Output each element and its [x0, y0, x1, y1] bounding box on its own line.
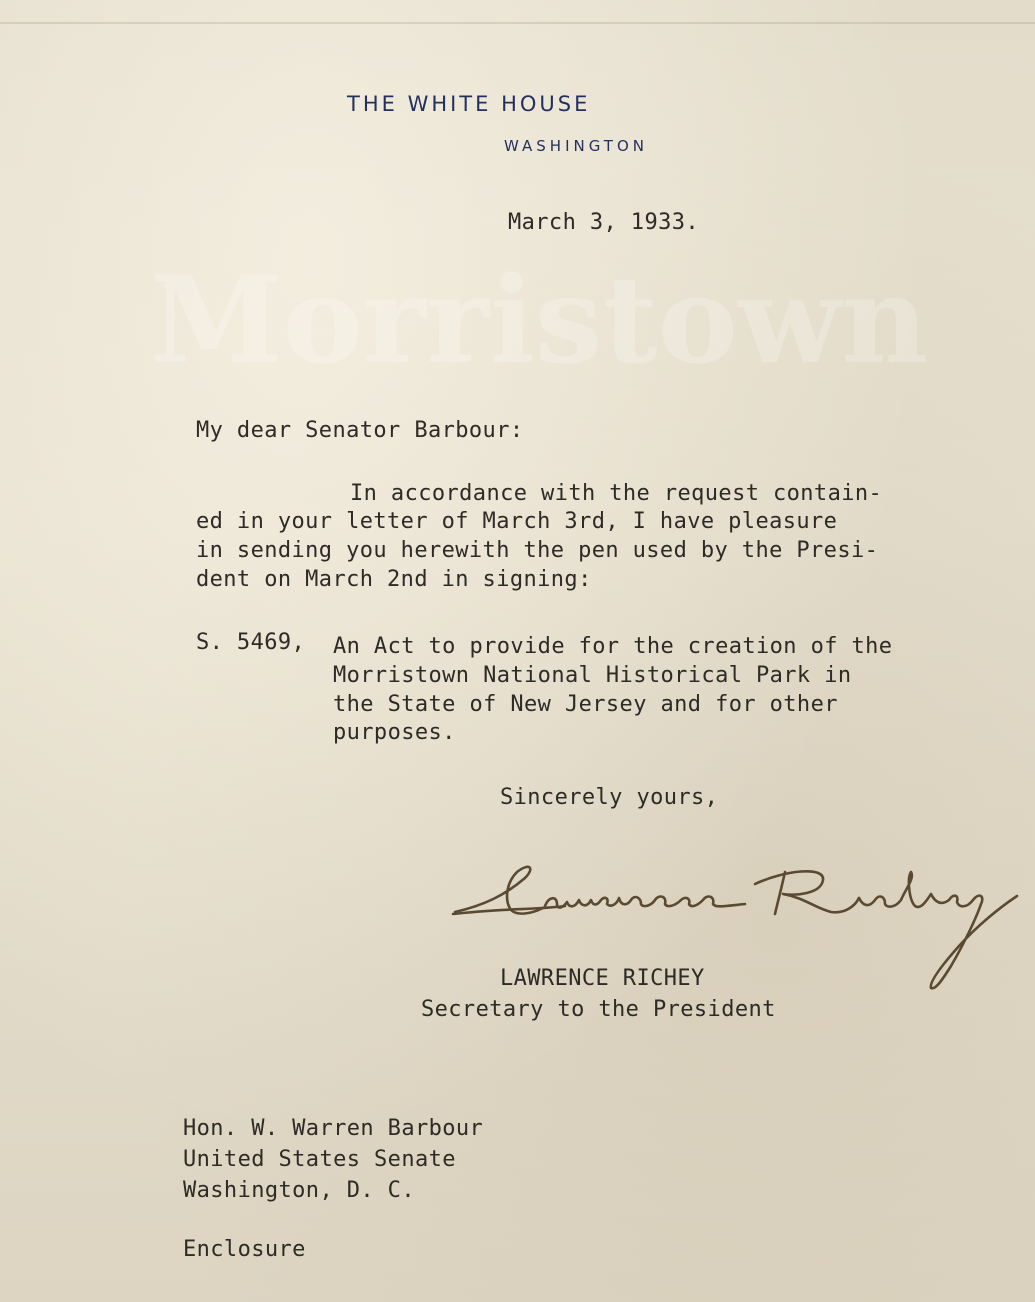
body-line: in sending you herewith the pen used by the Presi-: [196, 538, 879, 563]
recipient-line: Hon. W. Warren Barbour: [183, 1116, 484, 1141]
bill-line: the State of New Jersey and for other: [333, 692, 838, 717]
bill-number: S. 5469,: [196, 630, 306, 655]
recipient-line: Washington, D. C.: [183, 1178, 415, 1203]
letter-date: March 3, 1933.: [508, 210, 700, 235]
letterhead-title: THE WHITE HOUSE: [347, 92, 591, 116]
bill-line: An Act to provide for the creation of the: [333, 634, 893, 659]
letterhead-subtitle: WASHINGTON: [504, 137, 648, 155]
signer-name: LAWRENCE RICHEY: [500, 966, 705, 991]
body-line: ed in your letter of March 3rd, I have pleasure: [196, 509, 838, 534]
salutation: My dear Senator Barbour:: [196, 418, 524, 443]
body-line: dent on March 2nd in signing:: [196, 567, 592, 592]
bill-line: purposes.: [333, 720, 456, 745]
bill-line: Morristown National Historical Park in: [333, 663, 852, 688]
watermark: Morristown: [150, 250, 929, 391]
paper-edge-line: [0, 22, 1035, 24]
enclosure-note: Enclosure: [183, 1237, 306, 1262]
recipient-line: United States Senate: [183, 1147, 456, 1172]
closing: Sincerely yours,: [500, 785, 719, 810]
signer-title: Secretary to the President: [421, 997, 776, 1022]
body-line: In accordance with the request contain-: [350, 481, 883, 506]
